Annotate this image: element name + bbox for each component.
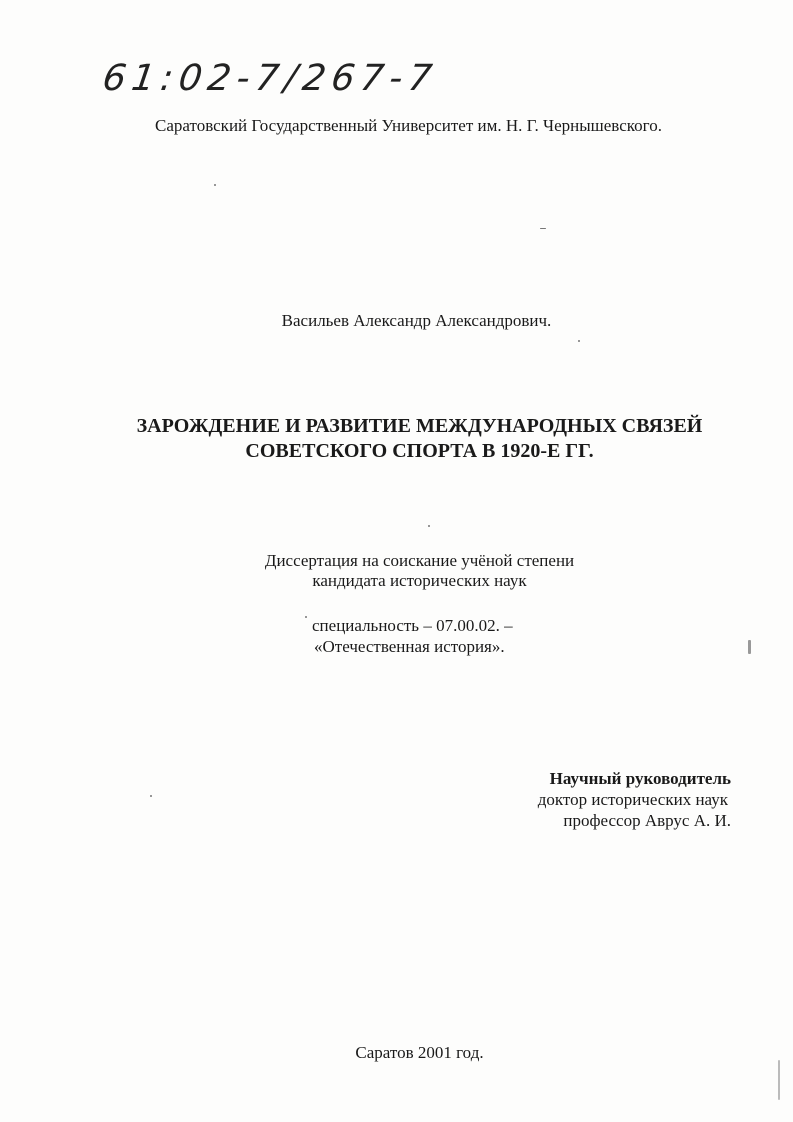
supervisor-block	[538, 768, 731, 831]
scan-speck	[578, 340, 580, 342]
place-and-year: Саратов 2001 год.	[355, 1043, 484, 1062]
supervisor-label: Научный руководитель	[549, 769, 731, 788]
scan-speck	[540, 228, 546, 229]
supervisor-name: профессор Аврус А. И.	[563, 811, 731, 830]
title-line-2: СОВЕТСКОГО СПОРТА В 1920-Е ГГ.	[245, 440, 594, 462]
scan-speck	[305, 616, 307, 618]
degree-statement	[0, 551, 793, 591]
scan-speck	[428, 525, 430, 527]
scan-speck	[214, 184, 216, 186]
scan-speck	[150, 795, 152, 797]
university-name: Саратовский Государственный Университет им. Н. Г. Чернышевского.	[155, 116, 662, 135]
author-name: Васильев Александр Александрович.	[281, 311, 552, 330]
specialty-line-2: «Отечественная история».	[314, 637, 505, 656]
degree-line-2: кандидата исторических наук	[312, 571, 527, 590]
title-line-1: ЗАРОЖДЕНИЕ И РАЗВИТИЕ МЕЖДУНАРОДНЫХ СВЯЗЕЙ	[136, 415, 703, 437]
specialty-block	[312, 615, 513, 657]
degree-line-1: Диссертация на соискание учёной степени	[264, 551, 575, 570]
scan-speck	[748, 640, 751, 654]
scan-speck	[778, 1060, 780, 1100]
dissertation-title	[0, 414, 793, 464]
specialty-line-1: специальность – 07.00.02. –	[312, 616, 513, 635]
supervisor-degree: доктор исторических наук	[537, 790, 728, 809]
handwritten-archive-number: 61:02-7/267-7	[100, 58, 441, 99]
